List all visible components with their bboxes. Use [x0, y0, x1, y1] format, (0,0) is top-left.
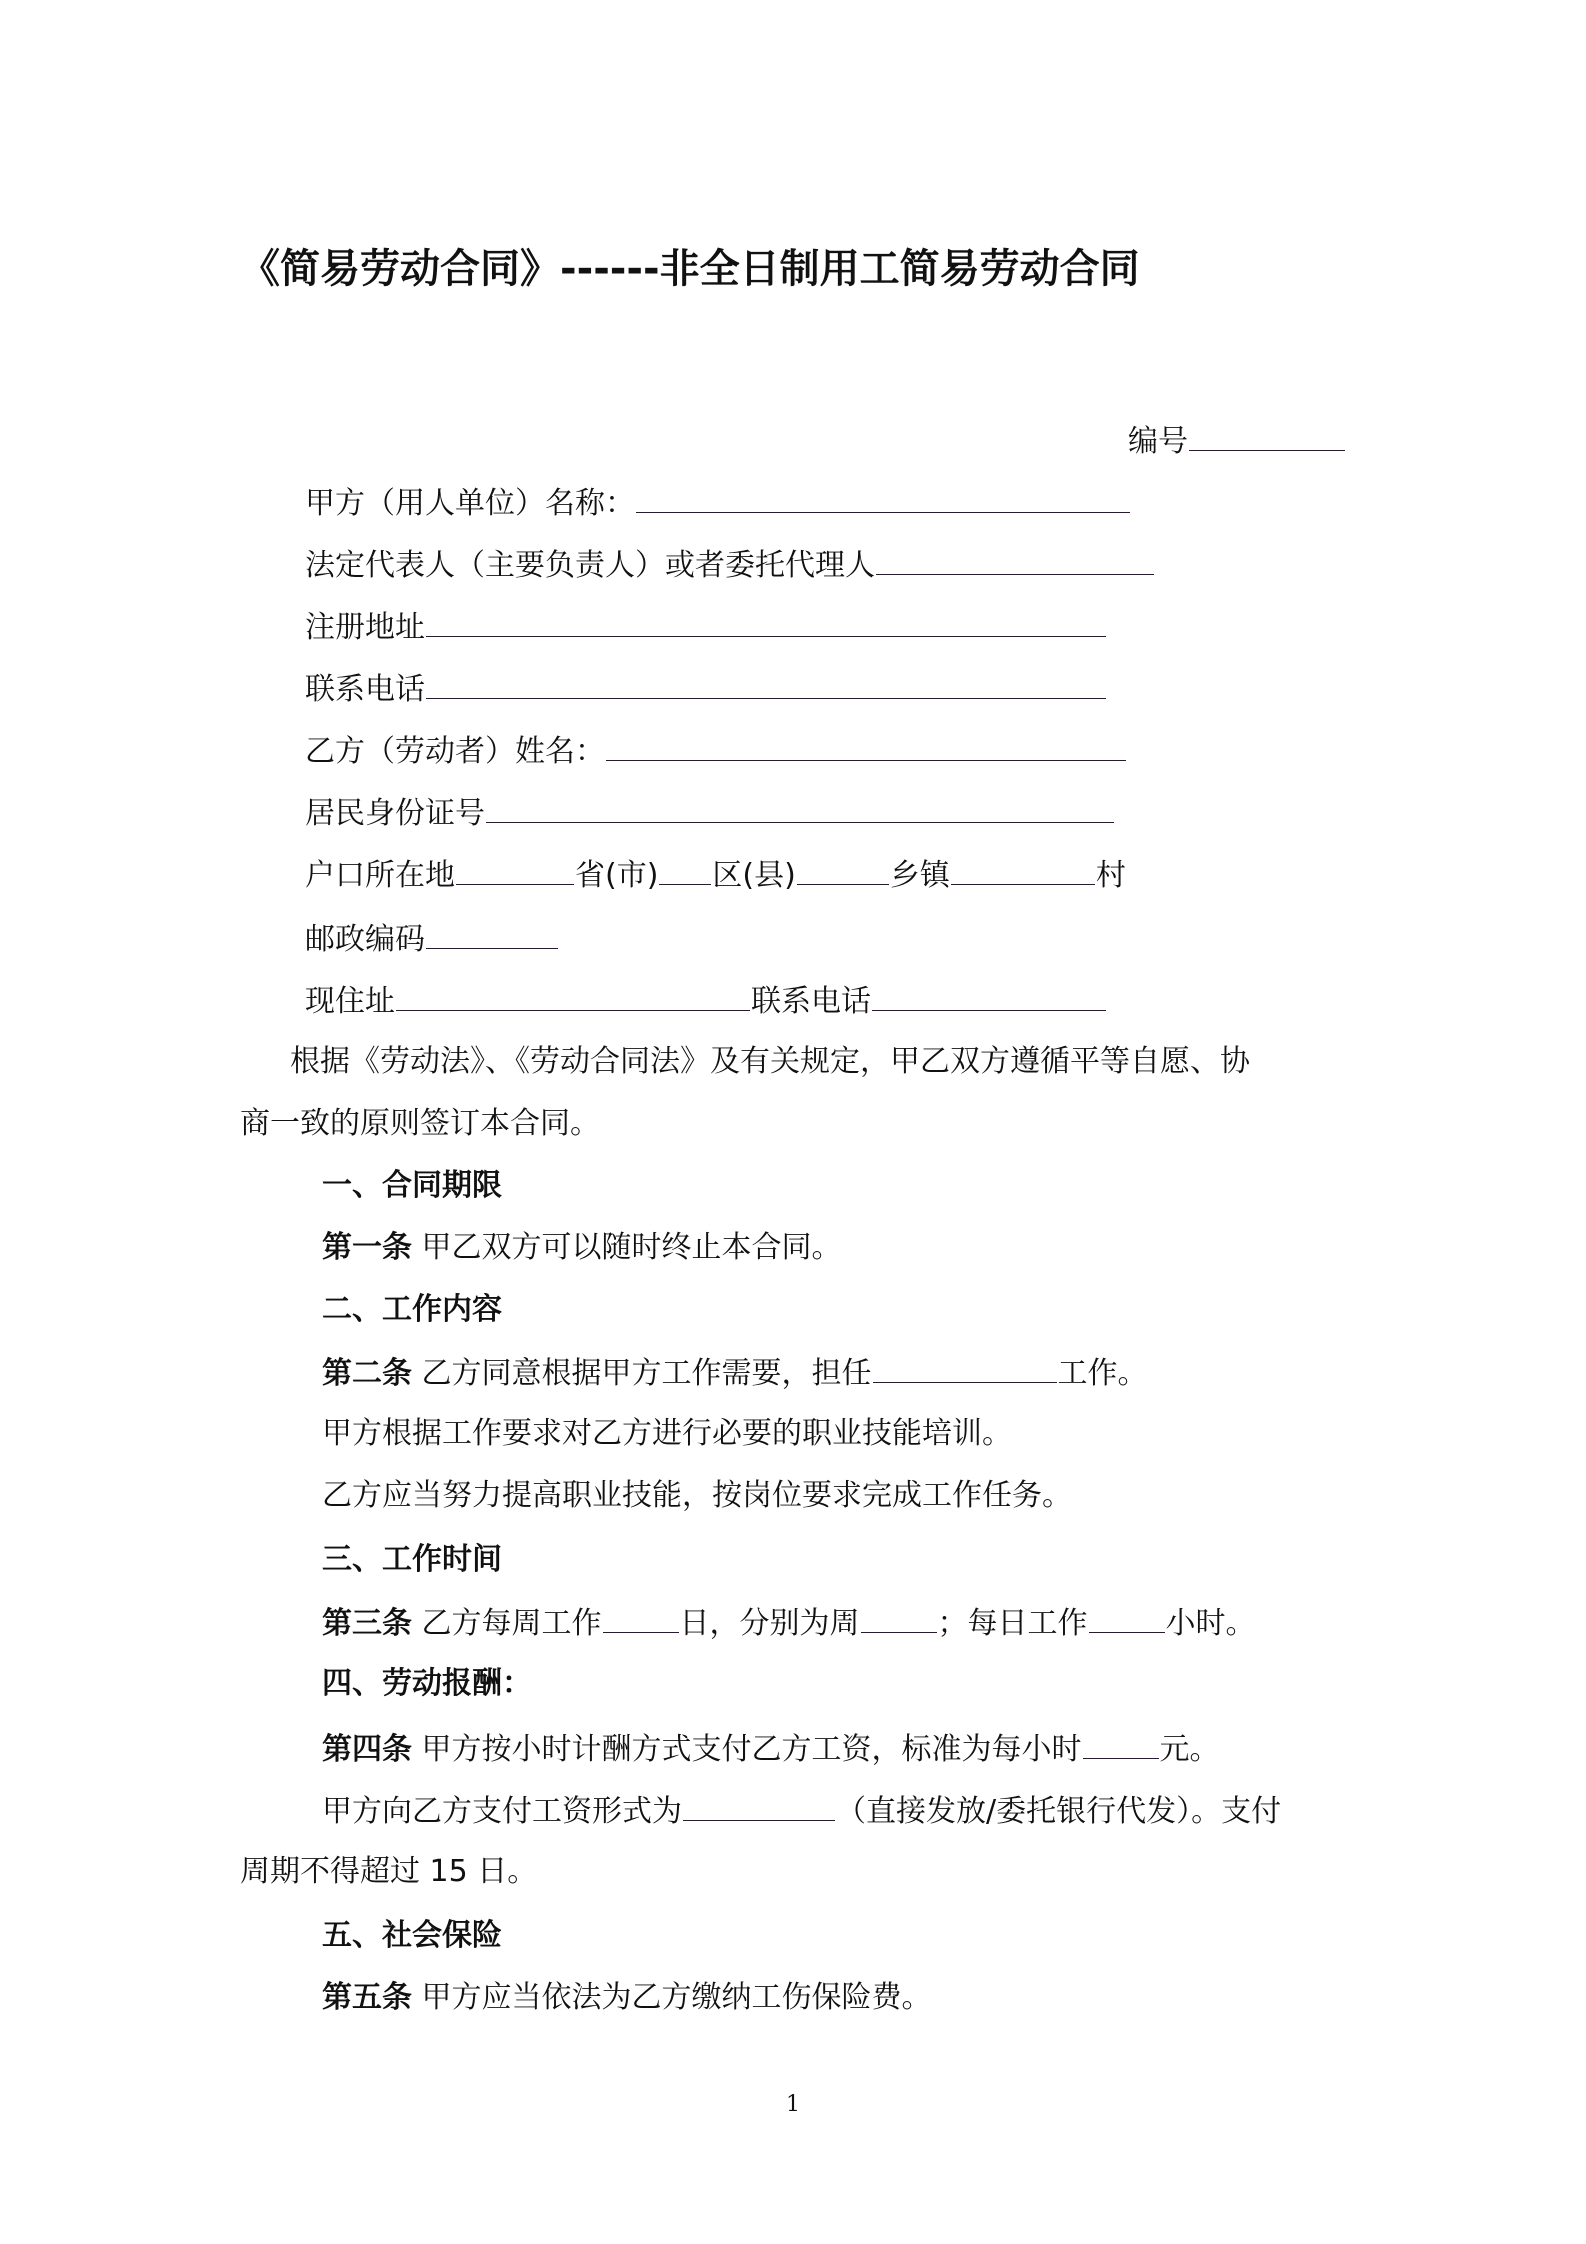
article-4-t2: 元。	[1159, 1732, 1220, 1767]
article-3-t3: ；每日工作	[937, 1606, 1088, 1641]
intro-line-2: 商一致的原则签订本合同。	[240, 1106, 600, 1141]
hukou-town-label: 乡镇	[889, 858, 950, 893]
phone-b-label: 联系电话	[751, 984, 871, 1019]
article-5-label: 第五条	[322, 1980, 412, 2015]
reg-address-label: 注册地址	[305, 610, 425, 645]
phone-a-row	[305, 668, 1107, 710]
section-5-heading: 五、社会保险	[322, 1918, 502, 1953]
party-a-name-blank[interactable]	[636, 482, 1130, 513]
article-4-p2-t2: （直接发放/委托银行代发）。支付	[836, 1794, 1282, 1829]
postcode-row	[305, 918, 559, 960]
phone-b-blank[interactable]	[872, 980, 1106, 1011]
reg-address-row	[305, 606, 1107, 648]
current-address-blank[interactable]	[396, 980, 750, 1011]
postcode-blank[interactable]	[426, 918, 558, 949]
party-b-name-label: 乙方（劳动者）姓名：	[305, 734, 605, 769]
article-2-label: 第二条	[322, 1356, 412, 1391]
serial-number-row	[1128, 420, 1346, 462]
legal-rep-blank[interactable]	[876, 544, 1154, 575]
current-address-label: 现住址	[305, 984, 395, 1019]
party-b-name-row	[305, 730, 1127, 772]
id-number-row	[305, 792, 1115, 834]
article-5	[322, 1978, 932, 2018]
legal-rep-row	[305, 544, 1155, 586]
article-1-text: 甲乙双方可以随时终止本合同。	[421, 1230, 842, 1265]
section-3-heading: 三、工作时间	[322, 1542, 502, 1577]
article-3	[322, 1602, 1256, 1644]
article-3-label: 第三条	[322, 1606, 412, 1641]
article-2-text-after: 工作。	[1057, 1356, 1148, 1391]
article-3-t2: 日，分别为周	[679, 1606, 860, 1641]
hukou-district-blank[interactable]	[659, 854, 711, 885]
hours-per-day-blank[interactable]	[1089, 1602, 1165, 1633]
intro-line-1: 根据《劳动法》、《劳动合同法》及有关规定，甲乙双方遵循平等自愿、协	[290, 1044, 1250, 1079]
hukou-district-label: 区(县)	[712, 858, 796, 893]
hukou-label: 户口所在地	[305, 858, 455, 893]
legal-rep-label: 法定代表人（主要负责人）或者委托代理人	[305, 548, 875, 583]
article-5-text: 甲方应当依法为乙方缴纳工伤保险费。	[412, 1980, 932, 2015]
payment-method-blank[interactable]	[683, 1790, 835, 1821]
phone-a-label: 联系电话	[305, 672, 425, 707]
days-per-week-blank[interactable]	[603, 1602, 679, 1633]
hourly-wage-blank[interactable]	[1083, 1728, 1159, 1759]
postcode-label: 邮政编码	[305, 922, 425, 957]
article-2-para-3: 乙方应当努力提高职业技能，按岗位要求完成工作任务。	[322, 1478, 1072, 1513]
hukou-row	[305, 854, 1126, 896]
id-number-label: 居民身份证号	[305, 796, 485, 831]
job-title-blank[interactable]	[873, 1352, 1057, 1383]
serial-label: 编号	[1128, 424, 1188, 459]
party-a-name-label: 甲方（用人单位）名称：	[305, 486, 635, 521]
hukou-province-label: 省(市)	[575, 858, 659, 893]
page-number: 1	[786, 2092, 800, 2117]
reg-address-blank[interactable]	[426, 606, 1106, 637]
section-1-heading: 一、合同期限	[322, 1168, 502, 1203]
article-1	[322, 1228, 842, 1268]
phone-a-blank[interactable]	[426, 668, 1106, 699]
weekdays-blank[interactable]	[861, 1602, 937, 1633]
hukou-province-blank[interactable]	[456, 854, 574, 885]
hukou-village-label: 村	[1095, 858, 1126, 893]
article-2-text-before: 乙方同意根据甲方工作需要，担任	[421, 1356, 872, 1391]
section-2-heading: 二、工作内容	[322, 1292, 502, 1327]
id-number-blank[interactable]	[486, 792, 1114, 823]
article-3-t4: 小时。	[1165, 1606, 1256, 1641]
article-4-p2-t1: 甲方向乙方支付工资形式为	[322, 1794, 682, 1829]
current-address-row	[305, 980, 1107, 1022]
article-4-para-2-line-2: 周期不得超过 15 日。	[240, 1854, 538, 1889]
article-3-t1: 乙方每周工作	[421, 1606, 602, 1641]
article-4-t1: 甲方按小时计酬方式支付乙方工资，标准为每小时	[421, 1732, 1082, 1767]
article-4-label: 第四条	[322, 1732, 412, 1767]
party-a-name-row	[305, 482, 1131, 524]
article-1-label: 第一条	[322, 1230, 412, 1265]
section-4-heading: 四、劳动报酬：	[322, 1666, 532, 1701]
hukou-village-blank[interactable]	[951, 854, 1095, 885]
party-b-name-blank[interactable]	[606, 730, 1126, 761]
article-4-para-2	[322, 1790, 1281, 1832]
article-2-para-2: 甲方根据工作要求对乙方进行必要的职业技能培训。	[322, 1416, 1012, 1451]
hukou-town-blank[interactable]	[797, 854, 889, 885]
serial-blank[interactable]	[1189, 420, 1345, 451]
article-4	[322, 1728, 1220, 1770]
article-2	[322, 1352, 1148, 1394]
document-title: 《简易劳动合同》------非全日制用工简易劳动合同	[240, 246, 1140, 292]
